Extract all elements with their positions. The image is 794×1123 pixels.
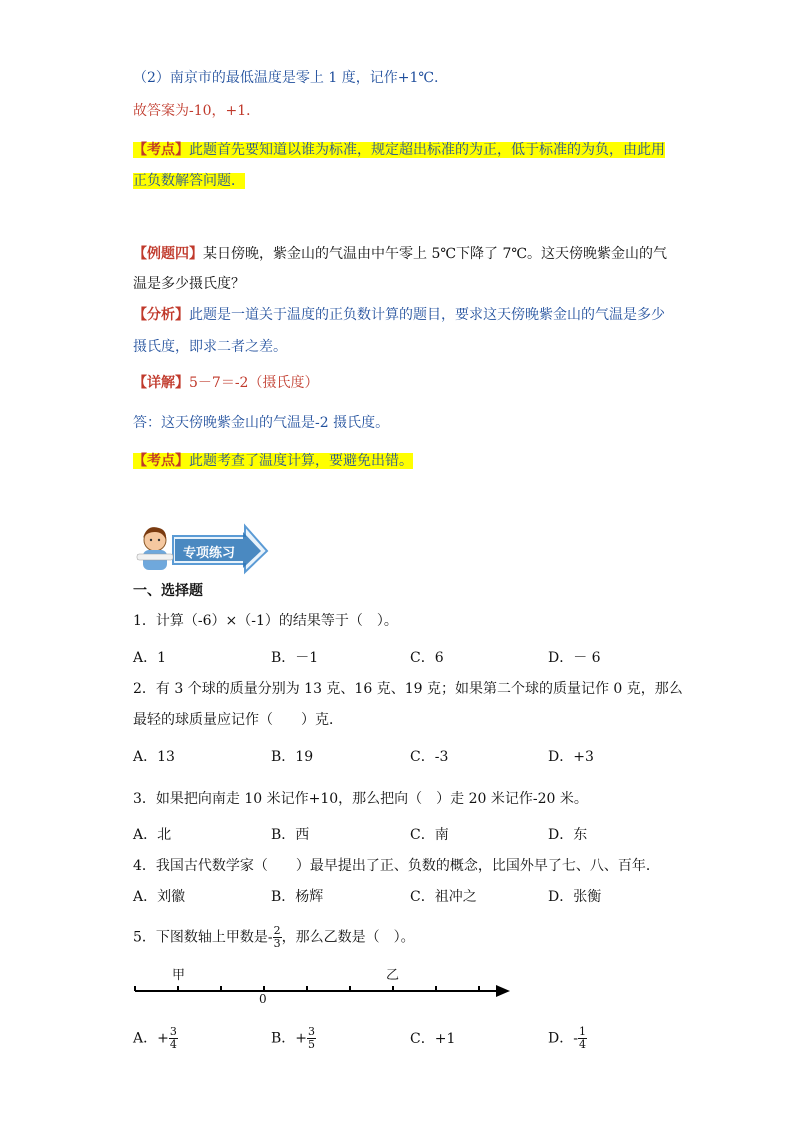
answer-text: 故答案为-10，+1． bbox=[133, 103, 261, 119]
q5-option-c[interactable] bbox=[410, 1028, 455, 1050]
answer-line bbox=[133, 100, 260, 122]
label-yi: 乙 bbox=[386, 968, 400, 983]
example4-text-2: 温是多少摄氏度？ bbox=[133, 276, 245, 292]
kaodian-block-1 bbox=[133, 139, 665, 161]
practice-banner bbox=[133, 520, 273, 576]
label-jia: 甲 bbox=[172, 968, 186, 983]
q5-option-c-prefix: C．+1 bbox=[410, 1031, 456, 1047]
solution-text: （2）南京市的最低温度是零上 1 度，记作+1℃. bbox=[133, 70, 439, 86]
kaodian-tag: 【考点】 bbox=[133, 142, 189, 158]
q3-option-c[interactable]: C．南 bbox=[410, 827, 449, 843]
question-5-stem-pre: 5．下图数轴上甲数是- bbox=[133, 929, 273, 946]
q3-option-a[interactable]: A．北 bbox=[133, 827, 172, 843]
q5-option-b-fraction bbox=[307, 1026, 316, 1051]
question-2-stem-1: 2．有 3 个球的质量分别为 13 克、16 克、19 克；如果第二个球的质量记作 0 克，那么 bbox=[133, 681, 683, 697]
kaodian-text-1: 此题首先要知道以谁为标准，规定超出标准的为正，低于标准的为负，由此用 bbox=[189, 142, 665, 158]
analysis-line-1 bbox=[133, 304, 665, 326]
q4-option-a[interactable]: A．刘徽 bbox=[133, 889, 186, 905]
analysis-tag: 【分析】 bbox=[133, 307, 189, 323]
q5-option-d-prefix: D．- bbox=[548, 1030, 578, 1047]
question-2-line-1 bbox=[133, 678, 683, 700]
analysis-line-2 bbox=[133, 336, 287, 358]
fraction-numerator: 3 bbox=[308, 1025, 316, 1038]
question-1 bbox=[133, 610, 398, 632]
q5-option-a-prefix: A．+ bbox=[133, 1030, 169, 1047]
q2-option-b[interactable]: B．19 bbox=[271, 749, 314, 765]
q1-option-b[interactable]: B．－1 bbox=[271, 650, 319, 666]
q5-option-d[interactable] bbox=[548, 1026, 587, 1051]
example4-text-1: 某日傍晚，紫金山的气温由中午零上 5℃下降了 7℃。这天傍晚紫金山的气 bbox=[203, 246, 668, 262]
q5-option-d-fraction bbox=[578, 1026, 587, 1051]
detail-line bbox=[133, 372, 318, 394]
fraction-numerator: 3 bbox=[169, 1025, 177, 1038]
number-line-axis bbox=[130, 962, 520, 1012]
q5-option-a[interactable] bbox=[133, 1026, 178, 1051]
q1-option-d[interactable]: D．－ 6 bbox=[548, 650, 601, 666]
question-3 bbox=[133, 788, 588, 810]
number-line bbox=[130, 962, 520, 1012]
question-5-fraction bbox=[273, 925, 282, 950]
fraction-denominator: 4 bbox=[578, 1038, 586, 1051]
kaodian-block-1b bbox=[133, 170, 245, 192]
question-4 bbox=[133, 855, 660, 877]
banner-label: 专项练习 bbox=[183, 546, 236, 561]
question-3-stem: 3．如果把向南走 10 米记作+10，那么把向（ ）走 20 米记作-20 米。 bbox=[133, 791, 588, 807]
question-5 bbox=[133, 925, 415, 950]
q2-option-c[interactable]: C．-3 bbox=[410, 749, 449, 765]
question-2-line-2 bbox=[133, 709, 343, 731]
q2-option-a[interactable]: A．13 bbox=[133, 749, 175, 765]
q3-option-d[interactable]: D．东 bbox=[548, 827, 588, 843]
solution-line-2 bbox=[133, 67, 438, 89]
kaodian-text-2: 正负数解答问题． bbox=[133, 173, 245, 189]
q1-option-a[interactable]: A．1 bbox=[133, 650, 167, 666]
q4-option-b[interactable]: B．杨辉 bbox=[271, 889, 324, 905]
q4-option-d[interactable]: D．张衡 bbox=[548, 889, 602, 905]
example4-answer: 答：这天傍晚紫金山的气温是-2 摄氏度。 bbox=[133, 415, 390, 431]
section-title-text: 一、选择题 bbox=[133, 583, 203, 599]
fraction-numerator: 2 bbox=[273, 924, 281, 937]
question-5-stem-post: ，那么乙数是（ ）。 bbox=[281, 929, 415, 946]
fraction-numerator: 1 bbox=[578, 1025, 586, 1038]
section-title bbox=[133, 580, 203, 602]
kaodian-text-3: 此题考查了温度计算，要避免出错。 bbox=[189, 453, 413, 469]
kaodian-block-2 bbox=[133, 450, 413, 472]
question-2-stem-2: 最轻的球质量应记作（ ）克． bbox=[133, 712, 343, 728]
q4-option-c[interactable]: C．祖冲之 bbox=[410, 889, 477, 905]
q3-option-b[interactable]: B．西 bbox=[271, 827, 310, 843]
detail-text: 5－7＝-2（摄氏度） bbox=[189, 375, 319, 391]
q5-option-a-fraction bbox=[169, 1026, 178, 1051]
example4-line-2 bbox=[133, 273, 245, 295]
detail-tag: 【详解】 bbox=[133, 375, 189, 391]
fraction-denominator: 5 bbox=[308, 1038, 316, 1051]
question-4-stem: 4．我国古代数学家（ ）最早提出了正、负数的概念，比国外早了七、八、百年． bbox=[133, 858, 660, 874]
analysis-text-1: 此题是一道关于温度的正负数计算的题目，要求这天傍晚紫金山的气温是多少 bbox=[189, 307, 665, 323]
question-1-stem: 1．计算（-6）×（-1）的结果等于（ ）。 bbox=[133, 613, 398, 629]
q5-option-b[interactable] bbox=[271, 1026, 316, 1051]
example4-tag: 【例题四】 bbox=[133, 246, 203, 262]
example4-line-1 bbox=[133, 243, 667, 265]
analysis-text-2: 摄氏度，即求二者之差。 bbox=[133, 339, 287, 355]
label-zero: 0 bbox=[259, 992, 267, 1006]
kaodian-tag-2: 【考点】 bbox=[133, 453, 189, 469]
fraction-denominator: 4 bbox=[169, 1038, 177, 1051]
q2-option-d[interactable]: D．+3 bbox=[548, 749, 594, 765]
example4-answer-line bbox=[133, 412, 389, 434]
q5-option-b-prefix: B．+ bbox=[271, 1030, 308, 1047]
fraction-denominator: 3 bbox=[273, 937, 281, 950]
q1-option-c[interactable]: C．6 bbox=[410, 650, 444, 666]
